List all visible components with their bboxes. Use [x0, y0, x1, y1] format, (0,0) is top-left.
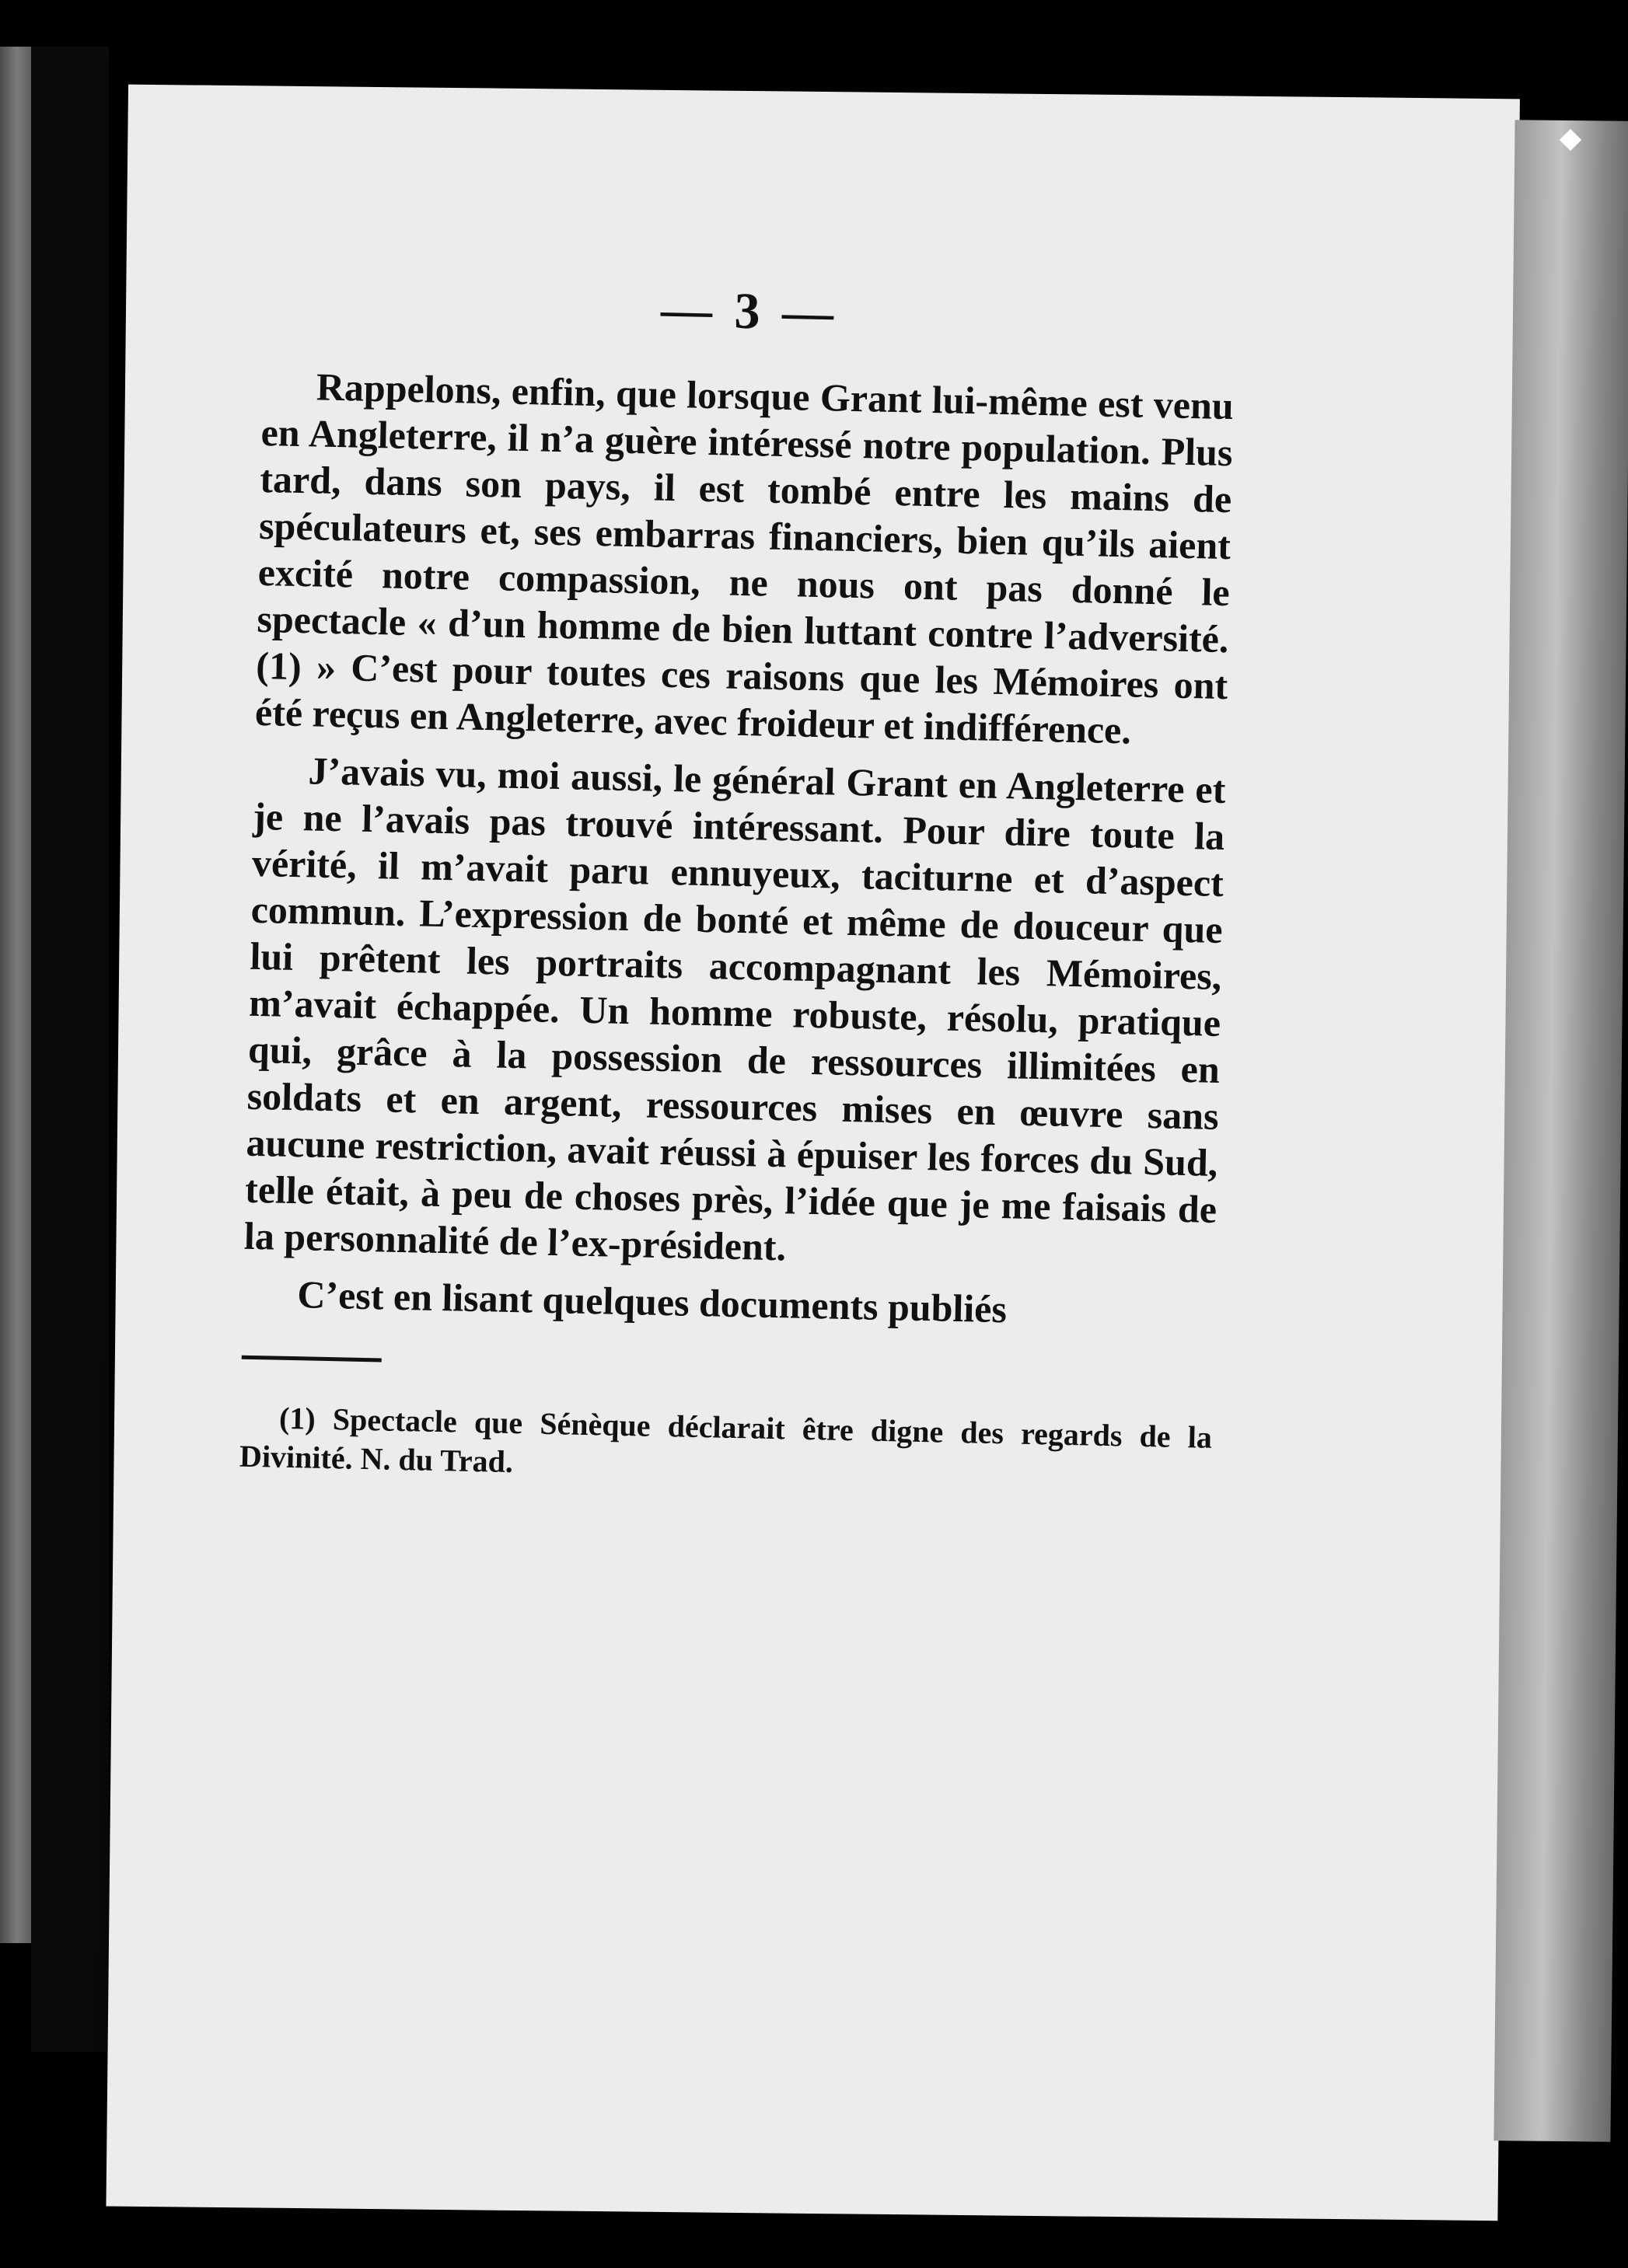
paragraph-1: Rappelons, enfin, que lorsque Grant lui-même est venu en Angleterre, il n’a guère intéressé notre population. Plus tard, dans son pays, il est tombé entre les mains de spéculateurs et, ses embarras financiers, bien qu’ils aient excité notre compassion, ne nous ont pas donné le spectacle « d’un homme de bien luttant contre l’adversité. (1) » C’est pour toutes ces raisons que les Mémoires ont été reçus en Angleterre, avec froideur et indifférence. [254, 365, 1235, 752]
page-number: — 3 — [660, 281, 839, 342]
book-fore-edge [1493, 120, 1628, 2141]
page-text-block [239, 272, 1236, 1496]
gutter-shadow [31, 47, 109, 2052]
paragraph-3: C’est en lisant quelques documents publiés [296, 1272, 1008, 1331]
footnote: (1) Spectacle que Sénèque déclarait être digne des regards de la Divinité. N. du Trad. [239, 1400, 1213, 1480]
adjacent-page-edge [0, 47, 31, 1943]
paragraph-2: J’avais vu, moi aussi, le général Grant en Angleterre et je ne l’avais pas trouvé intéressant. Pour dire toute la vérité, il m’avait paru ennuyeux, taciturne et d’aspect commun. L’expression de bonté et même de douceur que lui prêtent les portraits accompagnant les Mémoires, m’avait échappée. Un homme robuste, résolu, pratique qui, grâce à la possession de ressources illimitées en soldats et en argent, ressources mises en œuvre sans aucune restriction, avait réussi à épuiser les forces du Sud, telle était, à peu de choses près, l’idée que je me faisais de la personnalité de l’ex-président. [243, 748, 1226, 1269]
footnote-rule [242, 1356, 382, 1363]
